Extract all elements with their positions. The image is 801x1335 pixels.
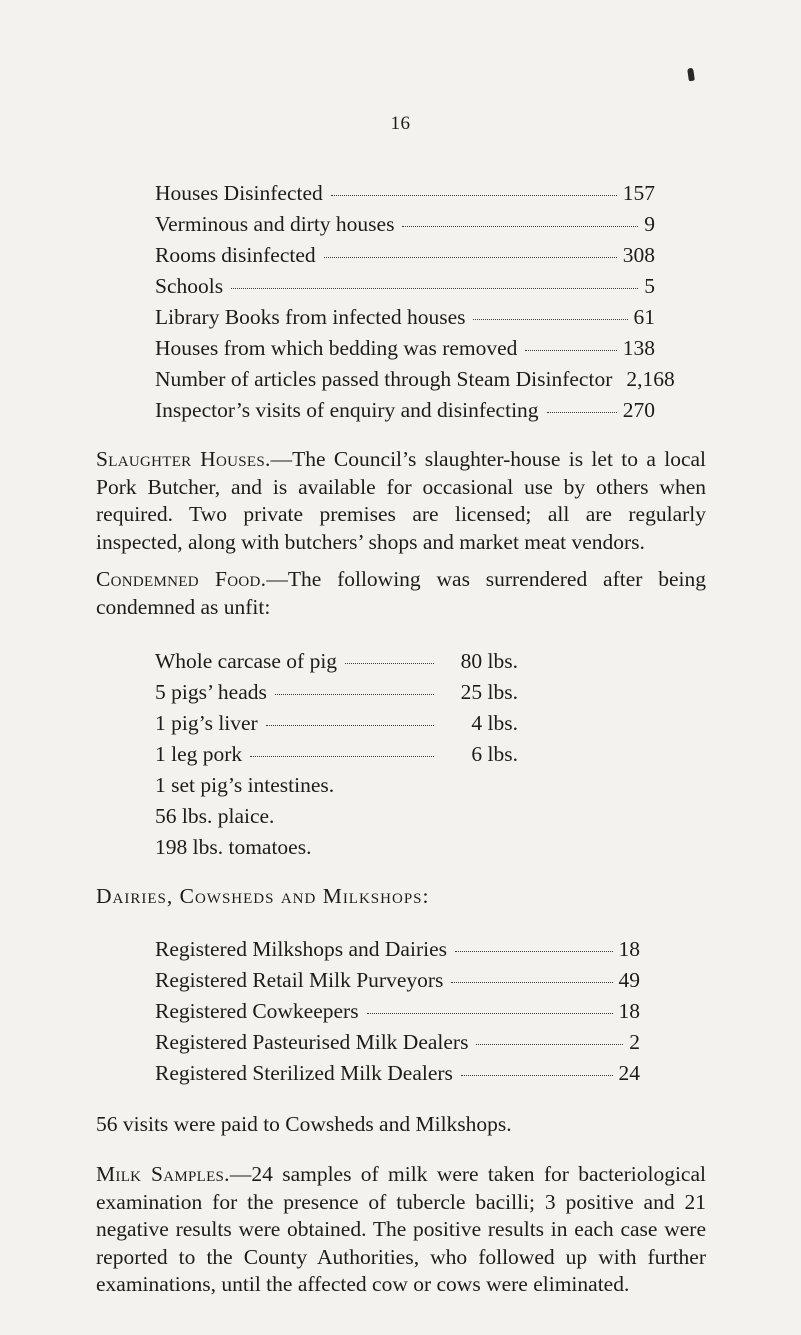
item-label: Registered Cowkeepers [155, 999, 359, 1023]
dot-leader [473, 319, 627, 320]
list-item [155, 243, 655, 268]
dot-leader [275, 694, 434, 695]
slaughter-text: —The Council’s slaughter-house is let to a local Pork Butcher, and is available for occasional use by others when required. Two private premises are licensed; all are regularly inspected, along with butchers’ shops and market meat vendors. [96, 447, 707, 554]
item-value: 24 [618, 1061, 640, 1085]
list-item [155, 212, 655, 237]
item-value: 49 [618, 968, 640, 992]
list-item [155, 711, 518, 736]
list-item [155, 649, 518, 674]
item-label: Registered Retail Milk Purveyors [155, 968, 444, 992]
item-value: 2 [629, 1030, 640, 1054]
item-label: Verminous and dirty houses [155, 212, 395, 236]
dot-leader [461, 1075, 613, 1076]
dot-leader [476, 1044, 623, 1045]
item-label: Registered Sterilized Milk Dealers [155, 1061, 453, 1085]
dot-leader [250, 756, 434, 757]
list-item: 198 lbs. tomatoes. [155, 835, 312, 859]
item-value: 4 lbs. [471, 711, 518, 735]
item-value: 308 [622, 243, 655, 267]
item-value: 18 [618, 999, 640, 1023]
item-label: Inspector’s visits of enquiry and disinfecting [155, 398, 539, 422]
milk-samples-text: —24 samples of milk were taken for bacteriological examination for the presence of tubercle bacilli; 3 positive and 21 negative results were obtained. The positive results in each case were reported to the County Authorities, who followed up with further examinations, until the affected cow or cows were eliminated. [96, 1162, 706, 1296]
dot-leader [367, 1013, 613, 1014]
item-label: Registered Pasteurised Milk Dealers [155, 1030, 469, 1054]
slaughter-paragraph [96, 446, 706, 556]
milk-samples-heading: Milk Samples. [96, 1162, 230, 1186]
visits-text: 56 visits were paid to Cowsheds and Milkshops. [96, 1112, 512, 1136]
item-label: Whole carcase of pig [155, 649, 338, 673]
dot-leader [451, 982, 612, 983]
dot-leader [345, 663, 434, 664]
dairies-heading: Dairies, Cowsheds and Milkshops: [96, 884, 430, 908]
list-item [155, 398, 655, 423]
page-number: 16 [390, 113, 411, 134]
list-item [155, 999, 640, 1024]
list-item [155, 742, 518, 767]
dot-leader [324, 257, 617, 258]
item-value: 157 [622, 181, 655, 205]
dot-leader [525, 350, 616, 351]
list-item: 56 lbs. plaice. [155, 804, 275, 828]
list-item [155, 1061, 640, 1086]
list-item [155, 1030, 640, 1055]
item-value: 138 [622, 336, 655, 360]
list-item [155, 367, 675, 392]
dot-leader [266, 725, 434, 726]
list-item [155, 274, 655, 299]
list-item [155, 305, 655, 330]
item-label: Houses Disinfected [155, 181, 323, 205]
list-item [155, 968, 640, 993]
slaughter-heading: Slaughter Houses. [96, 447, 271, 471]
item-label: Library Books from infected houses [155, 305, 466, 329]
item-label: 1 leg pork [155, 742, 243, 766]
item-value: 61 [633, 305, 655, 329]
dot-leader [455, 951, 613, 952]
item-value: 18 [618, 937, 640, 961]
item-label: Registered Milkshops and Dairies [155, 937, 447, 961]
ink-mark [687, 68, 695, 82]
list-item [155, 181, 655, 206]
item-label: 5 pigs’ heads [155, 680, 267, 704]
item-label: Schools [155, 274, 224, 298]
dot-leader [402, 226, 638, 227]
dot-leader [547, 412, 617, 413]
list-item [155, 336, 655, 361]
item-value: 5 [644, 274, 655, 298]
condemned-text: —The following was surrendered after being condemned as unfit: [96, 567, 707, 619]
item-label: Number of articles passed through Steam Disinfector [155, 367, 613, 391]
item-label: 1 pig’s liver [155, 711, 258, 735]
condemned-heading: Condemned Food. [96, 567, 267, 591]
item-value: 2,168 [626, 367, 675, 391]
item-value: 9 [644, 212, 655, 236]
item-label: Rooms disinfected [155, 243, 316, 267]
list-item [155, 937, 640, 962]
item-label: Houses from which bedding was removed [155, 336, 518, 360]
milk-samples-paragraph [96, 1161, 706, 1299]
item-value: 6 lbs. [471, 742, 518, 766]
list-item [155, 680, 518, 705]
item-value: 25 lbs. [460, 680, 518, 704]
condemned-paragraph [96, 566, 706, 621]
item-value: 270 [622, 398, 655, 422]
item-value: 80 lbs. [460, 649, 518, 673]
list-item: 1 set pig’s intestines. [155, 773, 335, 797]
dot-leader [331, 195, 617, 196]
dot-leader [231, 288, 638, 289]
